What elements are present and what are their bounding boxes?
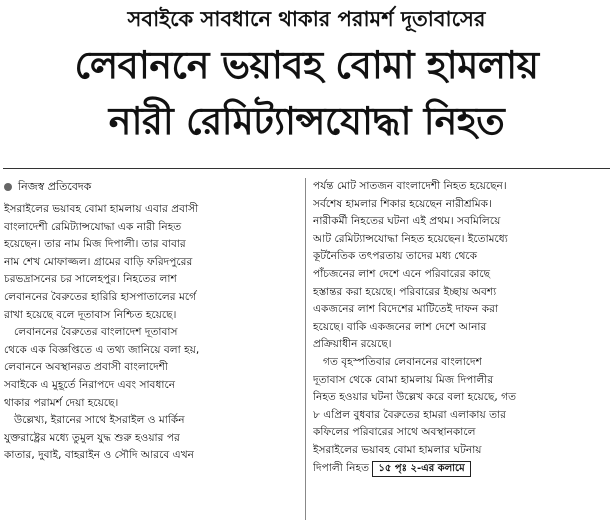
article-kicker: সবাইকে সাবধানে থাকার পরামর্শ দূতাবাসের <box>127 7 486 31</box>
text-line: নাম শেখ মোফাজ্জল। গ্রামের বাড়ি ফরিদপুরের <box>4 255 193 268</box>
text-line: ৮ এপ্রিল বুধবার বৈরুতের হামরা এলাকায় তার <box>313 408 506 421</box>
paragraph-left-3 <box>4 412 296 465</box>
text-line: নারীকর্মী নিহতের ঘটনা এই প্রথম। সবমিলিয়ে <box>313 215 501 228</box>
text-line: উল্লেখ্য, ইরানের সাথে ইসরাইল ও মার্কিন <box>14 414 185 427</box>
article-column-right <box>313 178 605 523</box>
text-line: পাঁচজনের লাশ দেশে এনে পরিবারের কাছে <box>313 267 491 280</box>
column-divider <box>305 178 306 520</box>
byline-text: নিজস্ব প্রতিবেদক <box>18 180 92 193</box>
text-line: হয়েছেন। তার নাম মিজ দিপালী। তার বাবার <box>4 238 186 251</box>
text-line: হস্তান্তর করা হয়েছে। পরিবারের ইচ্ছায় অবশ্য <box>313 285 497 298</box>
continuation-jump <box>372 461 470 477</box>
last-line-text: দিপালী নিহত <box>313 461 370 474</box>
text-line: কূটনৈতিক তৎপরতায় তাদের মধ্য থেকে <box>313 250 478 263</box>
paragraph-left-2 <box>4 324 296 412</box>
last-line <box>313 460 605 478</box>
text-line: থাকার পরামর্শ দেয়া হয়েছে। <box>4 396 119 409</box>
text-line: সবাইকে এ মুহূর্তে নিরাপদে এবং সাবধানে <box>4 378 176 391</box>
article-column-left <box>4 178 296 523</box>
paragraph-right-2 <box>313 354 605 477</box>
text-line: লেবাননের বৈরুতের বাংলাদেশ দূতাবাস <box>14 326 178 339</box>
headline-rule <box>3 168 610 169</box>
continuation-text: ১৫ পৃঃ ২-এর কলামে <box>378 462 465 474</box>
text-line: লেবাননে অবস্থানরত প্রবাসী বাংলাদেশী <box>4 361 168 374</box>
text-line: গত বৃহস্পতিবার লেবাননের বাংলাদেশ <box>323 355 482 368</box>
text-line: আট রেমিট্যান্সযোদ্ধা নিহত হয়েছেন। ইতোমধ্যে <box>313 232 508 245</box>
text-line: লেবাননের বৈরুতের হারিরি হাসপাতালের মর্গে <box>4 290 197 303</box>
text-line: কফিলের পরিবারের সাথে অবস্থানকালে <box>313 426 476 439</box>
text-line: নিহত হওয়ার ঘটনা উল্লেখ করে বলা হয়েছে, গত <box>313 391 517 404</box>
text-line: রাখা হয়েছে বলে দূতাবাস নিশ্চিত হয়েছে। <box>4 308 177 321</box>
paragraph-right-1 <box>313 178 605 354</box>
text-line: প্রক্রিয়াধীন রয়েছে। <box>313 338 392 351</box>
text-line: যুক্তরাষ্ট্রের মধ্যে তুমুল যুদ্ধ শুরু হওয়ার পর <box>4 431 180 444</box>
text-line: থেকে এক বিজ্ঞপ্তিতে এ তথ্য জানিয়ে বলা হয়, <box>4 343 200 356</box>
paragraph-left-1 <box>4 201 296 324</box>
text-line: দূতাবাস থেকে বোমা হামলায় মিজ দিপালীর <box>313 373 494 386</box>
text-line: একজনের লাশ বিদেশের মাটিতেই দাফন করা <box>313 303 499 316</box>
text-line: ইসরাইলের ভয়াবহ বোমা হামলায় এবার প্রবাসী <box>4 203 199 215</box>
text-line: ইসরাইলের ভয়াবহ বোমা হামলার ঘটনায় <box>313 443 482 456</box>
text-line: হয়েছে। বাকি একজনের লাশ দেশে আনার <box>313 320 487 333</box>
text-line: পর্যন্ত মোট সাতজন বাংলাদেশী নিহত হয়েছেন। <box>313 180 507 192</box>
text-line: কাতার, দুবাই, বাহরাইন ও সৌদি আরবে এখন <box>4 449 194 462</box>
headline-line-1: লেবাননে ভয়াবহ বোমা হামলায় <box>74 43 539 87</box>
bullet-icon <box>4 183 12 191</box>
headline-line-2: নারী রেমিট্যান্সযোদ্ধা নিহত <box>108 99 505 143</box>
byline <box>4 178 296 196</box>
text-line: চরভদ্রাসনের চর সালেহপুর। নিহতের লাশ <box>4 273 177 286</box>
text-line: বাংলাদেশী রেমিট্যান্সযোদ্ধা এক নারী নিহত <box>4 220 182 233</box>
text-line: সর্বশেষ হামলার শিকার হয়েছেন নারীশ্রমিক। <box>313 197 492 210</box>
